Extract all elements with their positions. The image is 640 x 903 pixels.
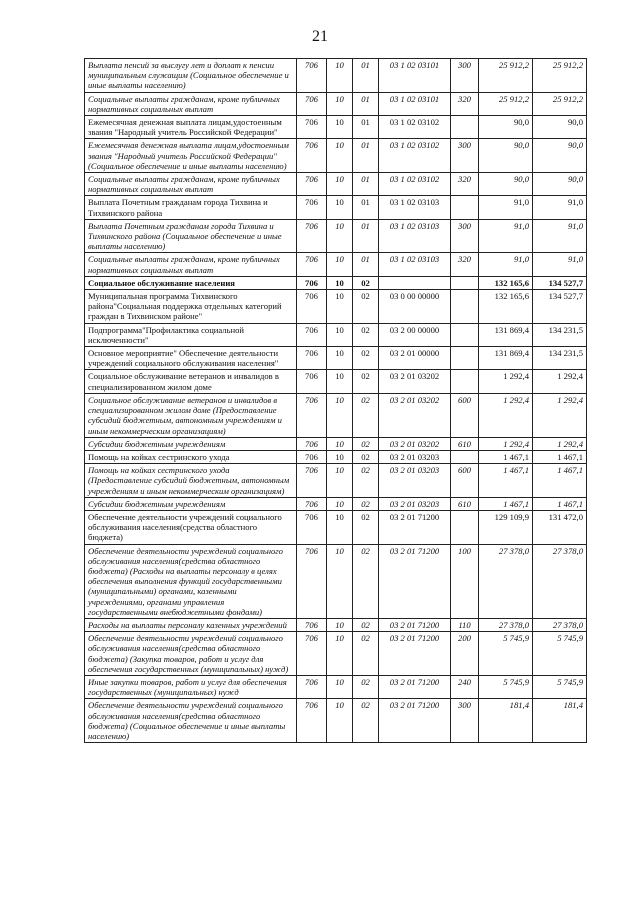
- section-code-cell: 10: [327, 323, 353, 346]
- target-article-cell: 03 2 01 71200: [379, 632, 451, 676]
- subsection-code-cell: 02: [353, 323, 379, 346]
- amount-year2-cell: 1 467,1: [533, 497, 587, 510]
- amount-year1-cell: 1 467,1: [479, 450, 533, 463]
- department-code-cell: 706: [297, 116, 327, 139]
- table-row: [85, 675, 587, 698]
- amount-year1-cell: 1 292,4: [479, 437, 533, 450]
- subsection-code-cell: 01: [353, 253, 379, 276]
- department-code-cell: 706: [297, 675, 327, 698]
- subsection-code-cell: 01: [353, 59, 379, 93]
- subsection-code-cell: 02: [353, 497, 379, 510]
- section-code-cell: 10: [327, 699, 353, 743]
- department-code-cell: 706: [297, 196, 327, 219]
- expense-type-cell: 610: [451, 437, 479, 450]
- target-article-cell: 03 2 01 03203: [379, 464, 451, 498]
- section-code-cell: 10: [327, 59, 353, 93]
- amount-year1-cell: 25 912,2: [479, 92, 533, 115]
- target-article-cell: 03 1 02 03102: [379, 173, 451, 196]
- department-code-cell: 706: [297, 92, 327, 115]
- table-row: [85, 699, 587, 743]
- subsection-code-cell: 02: [353, 437, 379, 450]
- amount-year1-cell: 1 467,1: [479, 464, 533, 498]
- table-row: [85, 393, 587, 437]
- expense-name-cell: Выплата пенсий за выслугу лет и доплат к пенсии муниципальным служащим (Социальное обеспечение и иные выплаты населению): [85, 59, 297, 93]
- expense-name-cell: Подпрограмма"Профилактика социальной исключенности": [85, 323, 297, 346]
- expense-name-cell: Обеспечение деятельности учреждений социального обслуживания населения(средства областного бюджета) (Расходы на выплаты персоналу в целях обеспечения выполнения функций государственными (муниципальными) органами, казенными учреждениями, органами управления государственными внебюджетными фондами): [85, 544, 297, 618]
- table-row: [85, 497, 587, 510]
- subsection-code-cell: 02: [353, 675, 379, 698]
- target-article-cell: 03 2 01 71200: [379, 675, 451, 698]
- expense-type-cell: 300: [451, 699, 479, 743]
- budget-table-body: [85, 59, 587, 743]
- section-code-cell: 10: [327, 464, 353, 498]
- target-article-cell: 03 1 02 03103: [379, 253, 451, 276]
- amount-year1-cell: 90,0: [479, 173, 533, 196]
- expense-type-cell: [451, 290, 479, 324]
- expense-name-cell: Ежемесячная денежная выплата лицам,удостоенным звания "Народный учитель Российской Федерации" (Социальное обеспечение и иные выплаты населению): [85, 139, 297, 173]
- amount-year1-cell: 1 292,4: [479, 370, 533, 393]
- expense-type-cell: 320: [451, 173, 479, 196]
- section-code-cell: 10: [327, 173, 353, 196]
- amount-year2-cell: 134 527,7: [533, 290, 587, 324]
- expense-type-cell: 300: [451, 139, 479, 173]
- amount-year1-cell: 5 745,9: [479, 632, 533, 676]
- target-article-cell: 03 2 01 03202: [379, 437, 451, 450]
- amount-year2-cell: 27 378,0: [533, 618, 587, 631]
- target-article-cell: 03 2 00 00000: [379, 323, 451, 346]
- table-row: [85, 196, 587, 219]
- expense-type-cell: 110: [451, 618, 479, 631]
- subsection-code-cell: 02: [353, 632, 379, 676]
- expense-type-cell: 610: [451, 497, 479, 510]
- section-code-cell: 10: [327, 276, 353, 289]
- target-article-cell: 03 1 02 03103: [379, 196, 451, 219]
- section-code-cell: 10: [327, 618, 353, 631]
- department-code-cell: 706: [297, 173, 327, 196]
- section-code-cell: 10: [327, 497, 353, 510]
- expense-name-cell: Основное мероприятие" Обеспечение деятельности учреждений социального обслуживания населения": [85, 347, 297, 370]
- subsection-code-cell: 01: [353, 116, 379, 139]
- table-row: [85, 323, 587, 346]
- table-row: [85, 219, 587, 253]
- amount-year2-cell: 1 292,4: [533, 393, 587, 437]
- subsection-code-cell: 02: [353, 618, 379, 631]
- expense-name-cell: Социальные выплаты гражданам, кроме публичных нормативных социальных выплат: [85, 253, 297, 276]
- target-article-cell: [379, 276, 451, 289]
- expense-type-cell: [451, 370, 479, 393]
- expense-name-cell: Социальные выплаты гражданам, кроме публичных нормативных социальных выплат: [85, 92, 297, 115]
- table-row: [85, 464, 587, 498]
- department-code-cell: 706: [297, 497, 327, 510]
- section-code-cell: 10: [327, 437, 353, 450]
- table-row: [85, 437, 587, 450]
- expense-type-cell: 200: [451, 632, 479, 676]
- section-code-cell: 10: [327, 632, 353, 676]
- amount-year1-cell: 91,0: [479, 253, 533, 276]
- subsection-code-cell: 02: [353, 290, 379, 324]
- expense-type-cell: [451, 276, 479, 289]
- page-number: 21: [312, 28, 328, 45]
- budget-table: [84, 58, 587, 743]
- subsection-code-cell: 02: [353, 699, 379, 743]
- expense-name-cell: Иные закупки товаров, работ и услуг для обеспечения государственных (муниципальных) нужд: [85, 675, 297, 698]
- amount-year2-cell: 5 745,9: [533, 675, 587, 698]
- table-row: [85, 544, 587, 618]
- target-article-cell: 03 1 02 03102: [379, 139, 451, 173]
- amount-year2-cell: 90,0: [533, 139, 587, 173]
- amount-year1-cell: 90,0: [479, 139, 533, 173]
- table-row: [85, 276, 587, 289]
- section-code-cell: 10: [327, 116, 353, 139]
- section-code-cell: 10: [327, 370, 353, 393]
- department-code-cell: 706: [297, 323, 327, 346]
- expense-type-cell: 100: [451, 544, 479, 618]
- amount-year2-cell: 134 231,5: [533, 323, 587, 346]
- expense-type-cell: 320: [451, 92, 479, 115]
- expense-name-cell: Субсидии бюджетным учреждениям: [85, 497, 297, 510]
- expense-type-cell: [451, 347, 479, 370]
- subsection-code-cell: 02: [353, 450, 379, 463]
- department-code-cell: 706: [297, 347, 327, 370]
- section-code-cell: 10: [327, 290, 353, 324]
- table-row: [85, 139, 587, 173]
- amount-year1-cell: 91,0: [479, 196, 533, 219]
- section-code-cell: 10: [327, 510, 353, 544]
- table-row: [85, 173, 587, 196]
- amount-year1-cell: 25 912,2: [479, 59, 533, 93]
- department-code-cell: 706: [297, 139, 327, 173]
- expense-type-cell: 320: [451, 253, 479, 276]
- amount-year1-cell: 27 378,0: [479, 618, 533, 631]
- expense-name-cell: Обеспечение деятельности учреждений социального обслуживания населения(средства областного бюджета): [85, 510, 297, 544]
- table-row: [85, 618, 587, 631]
- department-code-cell: 706: [297, 632, 327, 676]
- department-code-cell: 706: [297, 370, 327, 393]
- expense-name-cell: Ежемесячная денежная выплата лицам,удостоенным звания "Народный учитель Российской Федерации": [85, 116, 297, 139]
- table-row: [85, 450, 587, 463]
- amount-year2-cell: 1 467,1: [533, 464, 587, 498]
- amount-year1-cell: 5 745,9: [479, 675, 533, 698]
- expense-name-cell: Обеспечение деятельности учреждений социального обслуживания населения(средства областного бюджета) (Социальное обеспечение и иные выплаты населению): [85, 699, 297, 743]
- amount-year2-cell: 27 378,0: [533, 544, 587, 618]
- expense-name-cell: Расходы на выплаты персоналу казенных учреждений: [85, 618, 297, 631]
- amount-year2-cell: 131 472,0: [533, 510, 587, 544]
- expense-name-cell: Обеспечение деятельности учреждений социального обслуживания населения(средства областного бюджета) (Закупка товаров, работ и услуг для обеспечения государственных (муниципальных) нужд): [85, 632, 297, 676]
- amount-year2-cell: 1 467,1: [533, 450, 587, 463]
- expense-type-cell: [451, 196, 479, 219]
- section-code-cell: 10: [327, 219, 353, 253]
- department-code-cell: 706: [297, 464, 327, 498]
- target-article-cell: 03 1 02 03103: [379, 219, 451, 253]
- department-code-cell: 706: [297, 510, 327, 544]
- target-article-cell: 03 2 01 03202: [379, 393, 451, 437]
- expense-name-cell: Выплата Почетным гражданам города Тихвина и Тихвинского района (Социальное обеспечение и иные выплаты населению): [85, 219, 297, 253]
- section-code-cell: 10: [327, 253, 353, 276]
- department-code-cell: 706: [297, 450, 327, 463]
- expense-name-cell: Муниципальная программа Тихвинского района"Социальная поддержка отдельных категорий граждан в Тихвинском районе": [85, 290, 297, 324]
- table-row: [85, 253, 587, 276]
- amount-year2-cell: 90,0: [533, 173, 587, 196]
- amount-year2-cell: 181,4: [533, 699, 587, 743]
- expense-type-cell: [451, 116, 479, 139]
- amount-year2-cell: 134 231,5: [533, 347, 587, 370]
- expense-name-cell: Социальное обслуживание ветеранов и инвалидов в специализированном жилом доме: [85, 370, 297, 393]
- department-code-cell: 706: [297, 544, 327, 618]
- department-code-cell: 706: [297, 276, 327, 289]
- section-code-cell: 10: [327, 450, 353, 463]
- department-code-cell: 706: [297, 59, 327, 93]
- target-article-cell: 03 2 01 03202: [379, 370, 451, 393]
- amount-year1-cell: 91,0: [479, 219, 533, 253]
- subsection-code-cell: 01: [353, 196, 379, 219]
- expense-type-cell: [451, 450, 479, 463]
- amount-year1-cell: 1 292,4: [479, 393, 533, 437]
- expense-type-cell: [451, 323, 479, 346]
- section-code-cell: 10: [327, 92, 353, 115]
- amount-year1-cell: 1 467,1: [479, 497, 533, 510]
- amount-year2-cell: 91,0: [533, 196, 587, 219]
- expense-type-cell: 300: [451, 59, 479, 93]
- amount-year2-cell: 5 745,9: [533, 632, 587, 676]
- section-code-cell: 10: [327, 347, 353, 370]
- subsection-code-cell: 02: [353, 393, 379, 437]
- amount-year1-cell: 129 109,9: [479, 510, 533, 544]
- table-row: [85, 290, 587, 324]
- amount-year2-cell: 90,0: [533, 116, 587, 139]
- subsection-code-cell: 02: [353, 276, 379, 289]
- subsection-code-cell: 01: [353, 219, 379, 253]
- section-code-cell: 10: [327, 393, 353, 437]
- amount-year1-cell: 132 165,6: [479, 290, 533, 324]
- section-code-cell: 10: [327, 544, 353, 618]
- target-article-cell: 03 2 01 71200: [379, 618, 451, 631]
- section-code-cell: 10: [327, 139, 353, 173]
- subsection-code-cell: 01: [353, 173, 379, 196]
- expense-name-cell: Помощь на койках сестринского ухода: [85, 450, 297, 463]
- target-article-cell: 03 1 02 03101: [379, 92, 451, 115]
- amount-year1-cell: 181,4: [479, 699, 533, 743]
- amount-year2-cell: 134 527,7: [533, 276, 587, 289]
- table-row: [85, 510, 587, 544]
- subsection-code-cell: 02: [353, 510, 379, 544]
- amount-year2-cell: 1 292,4: [533, 437, 587, 450]
- table-row: [85, 370, 587, 393]
- table-row: [85, 116, 587, 139]
- expense-type-cell: 300: [451, 219, 479, 253]
- department-code-cell: 706: [297, 393, 327, 437]
- target-article-cell: 03 2 01 71200: [379, 510, 451, 544]
- subsection-code-cell: 01: [353, 139, 379, 173]
- section-code-cell: 10: [327, 675, 353, 698]
- target-article-cell: 03 2 01 71200: [379, 699, 451, 743]
- expense-type-cell: 600: [451, 393, 479, 437]
- target-article-cell: 03 2 01 71200: [379, 544, 451, 618]
- amount-year1-cell: 27 378,0: [479, 544, 533, 618]
- target-article-cell: 03 2 01 00000: [379, 347, 451, 370]
- target-article-cell: 03 0 00 00000: [379, 290, 451, 324]
- amount-year1-cell: 132 165,6: [479, 276, 533, 289]
- table-row: [85, 92, 587, 115]
- table-row: [85, 347, 587, 370]
- table-row: [85, 59, 587, 93]
- target-article-cell: 03 1 02 03102: [379, 116, 451, 139]
- department-code-cell: 706: [297, 618, 327, 631]
- expense-name-cell: Помощь на койках сестринского ухода (Предоставление субсидий бюджетным, автономным учреждениям и иным некоммерческим организациям): [85, 464, 297, 498]
- subsection-code-cell: 01: [353, 92, 379, 115]
- expense-name-cell: Социальные выплаты гражданам, кроме публичных нормативных социальных выплат: [85, 173, 297, 196]
- expense-name-cell: Выплата Почетным гражданам города Тихвина и Тихвинского района: [85, 196, 297, 219]
- amount-year2-cell: 25 912,2: [533, 59, 587, 93]
- table-row: [85, 632, 587, 676]
- expense-name-cell: Субсидии бюджетным учреждениям: [85, 437, 297, 450]
- amount-year2-cell: 25 912,2: [533, 92, 587, 115]
- department-code-cell: 706: [297, 437, 327, 450]
- expense-name-cell: Социальное обслуживание ветеранов и инвалидов в специализированном жилом доме (Предоставление субсидий бюджетным, автономным учреждениям и иным некоммерческим организациям): [85, 393, 297, 437]
- amount-year2-cell: 91,0: [533, 219, 587, 253]
- subsection-code-cell: 02: [353, 370, 379, 393]
- amount-year1-cell: 131 869,4: [479, 347, 533, 370]
- amount-year1-cell: 90,0: [479, 116, 533, 139]
- target-article-cell: 03 2 01 03203: [379, 497, 451, 510]
- subsection-code-cell: 02: [353, 347, 379, 370]
- department-code-cell: 706: [297, 253, 327, 276]
- section-code-cell: 10: [327, 196, 353, 219]
- subsection-code-cell: 02: [353, 464, 379, 498]
- amount-year2-cell: 91,0: [533, 253, 587, 276]
- subsection-code-cell: 02: [353, 544, 379, 618]
- expense-type-cell: 600: [451, 464, 479, 498]
- department-code-cell: 706: [297, 219, 327, 253]
- target-article-cell: 03 1 02 03101: [379, 59, 451, 93]
- amount-year1-cell: 131 869,4: [479, 323, 533, 346]
- expense-name-cell: Социальное обслуживание населения: [85, 276, 297, 289]
- department-code-cell: 706: [297, 290, 327, 324]
- amount-year2-cell: 1 292,4: [533, 370, 587, 393]
- expense-type-cell: 240: [451, 675, 479, 698]
- department-code-cell: 706: [297, 699, 327, 743]
- expense-type-cell: [451, 510, 479, 544]
- target-article-cell: 03 2 01 03203: [379, 450, 451, 463]
